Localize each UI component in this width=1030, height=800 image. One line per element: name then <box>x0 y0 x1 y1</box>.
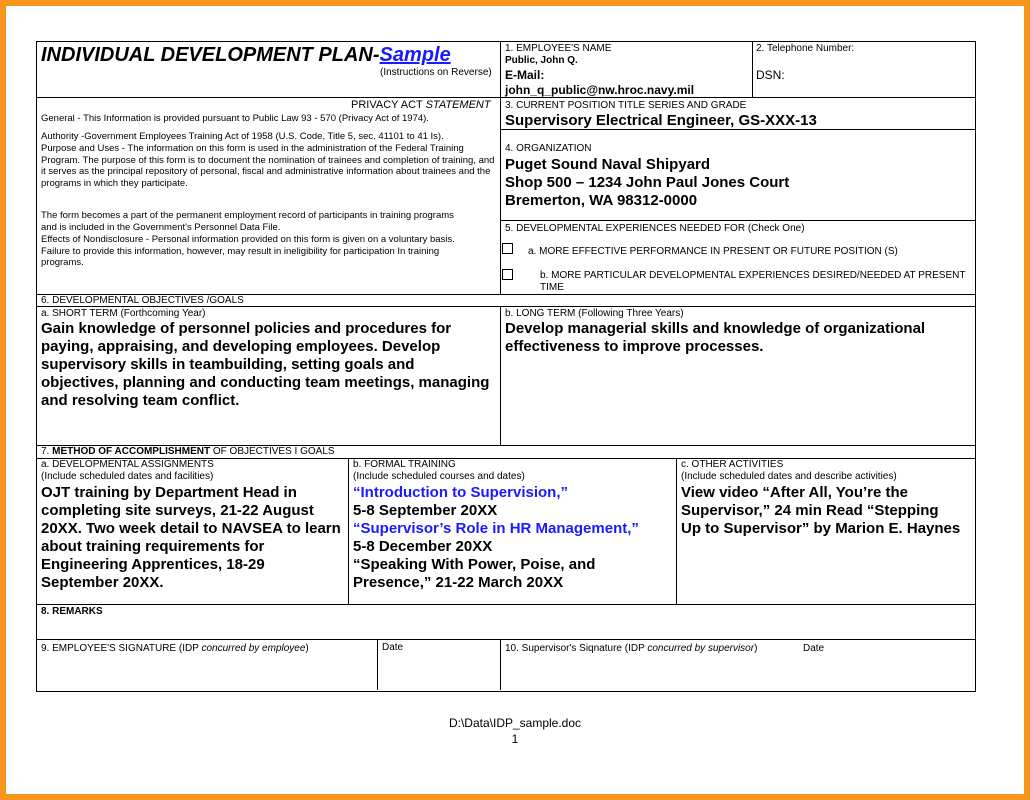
employee-name-label: 1. EMPLOYEE'S NAME <box>505 43 612 54</box>
objectives-label: 6. DEVELOPMENTAL OBJECTIVES /GOALS <box>41 295 244 306</box>
short-term-text: Gain knowledge of personnel policies and procedures for paying, appraising, and developing employees. Develop supervisory skills in teambuilding, setting goals and objectives, planning and conducting team meetings, managing and resolving team conflict. <box>41 320 490 409</box>
position-label: 3. CURRENT POSITION TITLE SERIES AND GRADE <box>505 100 747 111</box>
dsn-label: DSN: <box>756 68 785 82</box>
privacy-authority: Authority -Government Employees Training Act of 1958 (U.S. Code, Title 5, sec. 41101 to 41 Is). <box>41 131 444 142</box>
privacy-effects: Effects of Nondisclosure - Personal information provided on this form is given on a voluntary basis. Failure to provide this information, however, may result in ineligibility for participation In training programs. <box>41 234 455 268</box>
privacy-heading: PRIVACY ACT STATEMENT <box>351 99 491 111</box>
sample-link[interactable]: Sample <box>379 44 451 66</box>
checkbox-option-a[interactable] <box>502 243 513 254</box>
footer-path: D:\Data\IDP_sample.doc <box>448 716 582 730</box>
privacy-record: The form becomes a part of the permanent employment record of participants in training programs and is included in the Government's Personnel Data File. <box>41 210 454 233</box>
course-1: “Introduction to Supervision,” <box>353 484 568 501</box>
remarks-label: 8. REMARKS <box>41 606 103 617</box>
supervisor-signature-field[interactable] <box>502 655 974 689</box>
course-2-date: 5-8 December 20XX <box>353 538 493 555</box>
dev-option-b <box>502 269 513 281</box>
organization-line-3: Bremerton, WA 98312-0000 <box>505 192 698 209</box>
position-value: Supervisory Electrical Engineer, GS-XXX-13 <box>505 112 817 129</box>
course-2: “Supervisor’s Role in HR Management,” <box>353 520 639 537</box>
supervisor-signature-label: 10. Supervisor's Siqnature (IDP concurred by supervisor) <box>505 643 758 654</box>
other-activities-sub: (Include scheduled dates and describe activities) <box>681 471 897 482</box>
course-1-date: 5-8 September 20XX <box>353 502 498 519</box>
employee-date-field[interactable] <box>379 655 499 689</box>
employee-name-value: Public, John Q. <box>505 55 578 66</box>
form-title: INDIVIDUAL DEVELOPMENT PLAN-Sample <box>41 44 451 66</box>
dev-option-a <box>502 243 513 255</box>
assignments-sub: (Include scheduled dates and facilities) <box>41 471 214 482</box>
email-label: E-Mail: <box>505 68 545 82</box>
dev-option-b-label: b. MORE PARTICULAR DEVELOPMENTAL EXPERIENCES DESIRED/NEEDED AT PRESENT TIME <box>540 270 966 293</box>
organization-line-2: Shop 500 – 1234 John Paul Jones Court <box>505 174 790 191</box>
formal-training-label: b. FORMAL TRAINING <box>353 459 456 470</box>
privacy-purpose: Purpose and Uses - The information on this form is used in the administration of the Federal Training Program. The purpose of this form is to document the nomination of trainees and completion of training, and it serves as the principal repository of personal, fiscal and administrative information about trainees and the programs in which they participate. <box>41 143 495 189</box>
other-activities-text: View video “After All, You’re the Supervisor,” 24 min Read “Stepping Up to Supervisor” by Marion E. Haynes <box>681 484 961 537</box>
method-label: 7. METHOD OF ACCOMPLISHMENT OF OBJECTIVES I GOALS <box>41 446 335 457</box>
organization-line-1: Puget Sound Naval Shipyard <box>505 156 711 173</box>
assignments-label: a. DEVELOPMENTAL ASSIGNMENTS <box>41 459 214 470</box>
checkbox-option-b[interactable] <box>502 269 513 280</box>
supervisor-date-label: Date <box>803 643 825 654</box>
long-term-text: Develop managerial skills and knowledge of organizational effectiveness to improve processes. <box>505 320 926 355</box>
organization-label: 4. ORGANIZATION <box>505 143 592 154</box>
employee-date-label: Date <box>382 642 404 653</box>
dev-needed-label: 5. DEVELOPMENTAL EXPERIENCES NEEDED FOR (Check One) <box>505 223 805 234</box>
employee-signature-field[interactable] <box>37 655 375 689</box>
long-term-label: b. LONG TERM (Following Three Years) <box>505 308 684 319</box>
short-term-label: a. SHORT TERM (Forthcoming Year) <box>41 308 206 319</box>
footer-page-number: 1 <box>511 732 519 746</box>
formal-training-sub: (Include scheduled courses and dates) <box>353 471 525 482</box>
dev-option-a-label: a. MORE EFFECTIVE PERFORMANCE IN PRESENT OR FUTURE POSITION (S) <box>528 246 898 257</box>
other-activities-label: c. OTHER ACTIVITIES <box>681 459 784 470</box>
course-3: “Speaking With Power, Poise, and Presence,” 21-22 March 20XX <box>353 556 596 591</box>
privacy-general: General - This Information is provided pursuant to Public Law 93 - 570 (Privacy Act of 1974). <box>41 113 429 124</box>
email-value: john_q_public@nw.hroc.navy.mil <box>505 83 695 97</box>
assignments-text: OJT training by Department Head in completing site surveys, 21-22 August 20XX. Two week detail to NAVSEA to learn about training requirements for Engineering Apprentices, 18-29 September 20XX. <box>41 484 341 591</box>
instructions-note: (Instructions on Reverse) <box>380 67 492 78</box>
telephone-label: 2. Telephone Number: <box>756 43 855 54</box>
employee-signature-label: 9. EMPLOYEE'S SIGNATURE (IDP concurred by employee) <box>41 643 309 654</box>
